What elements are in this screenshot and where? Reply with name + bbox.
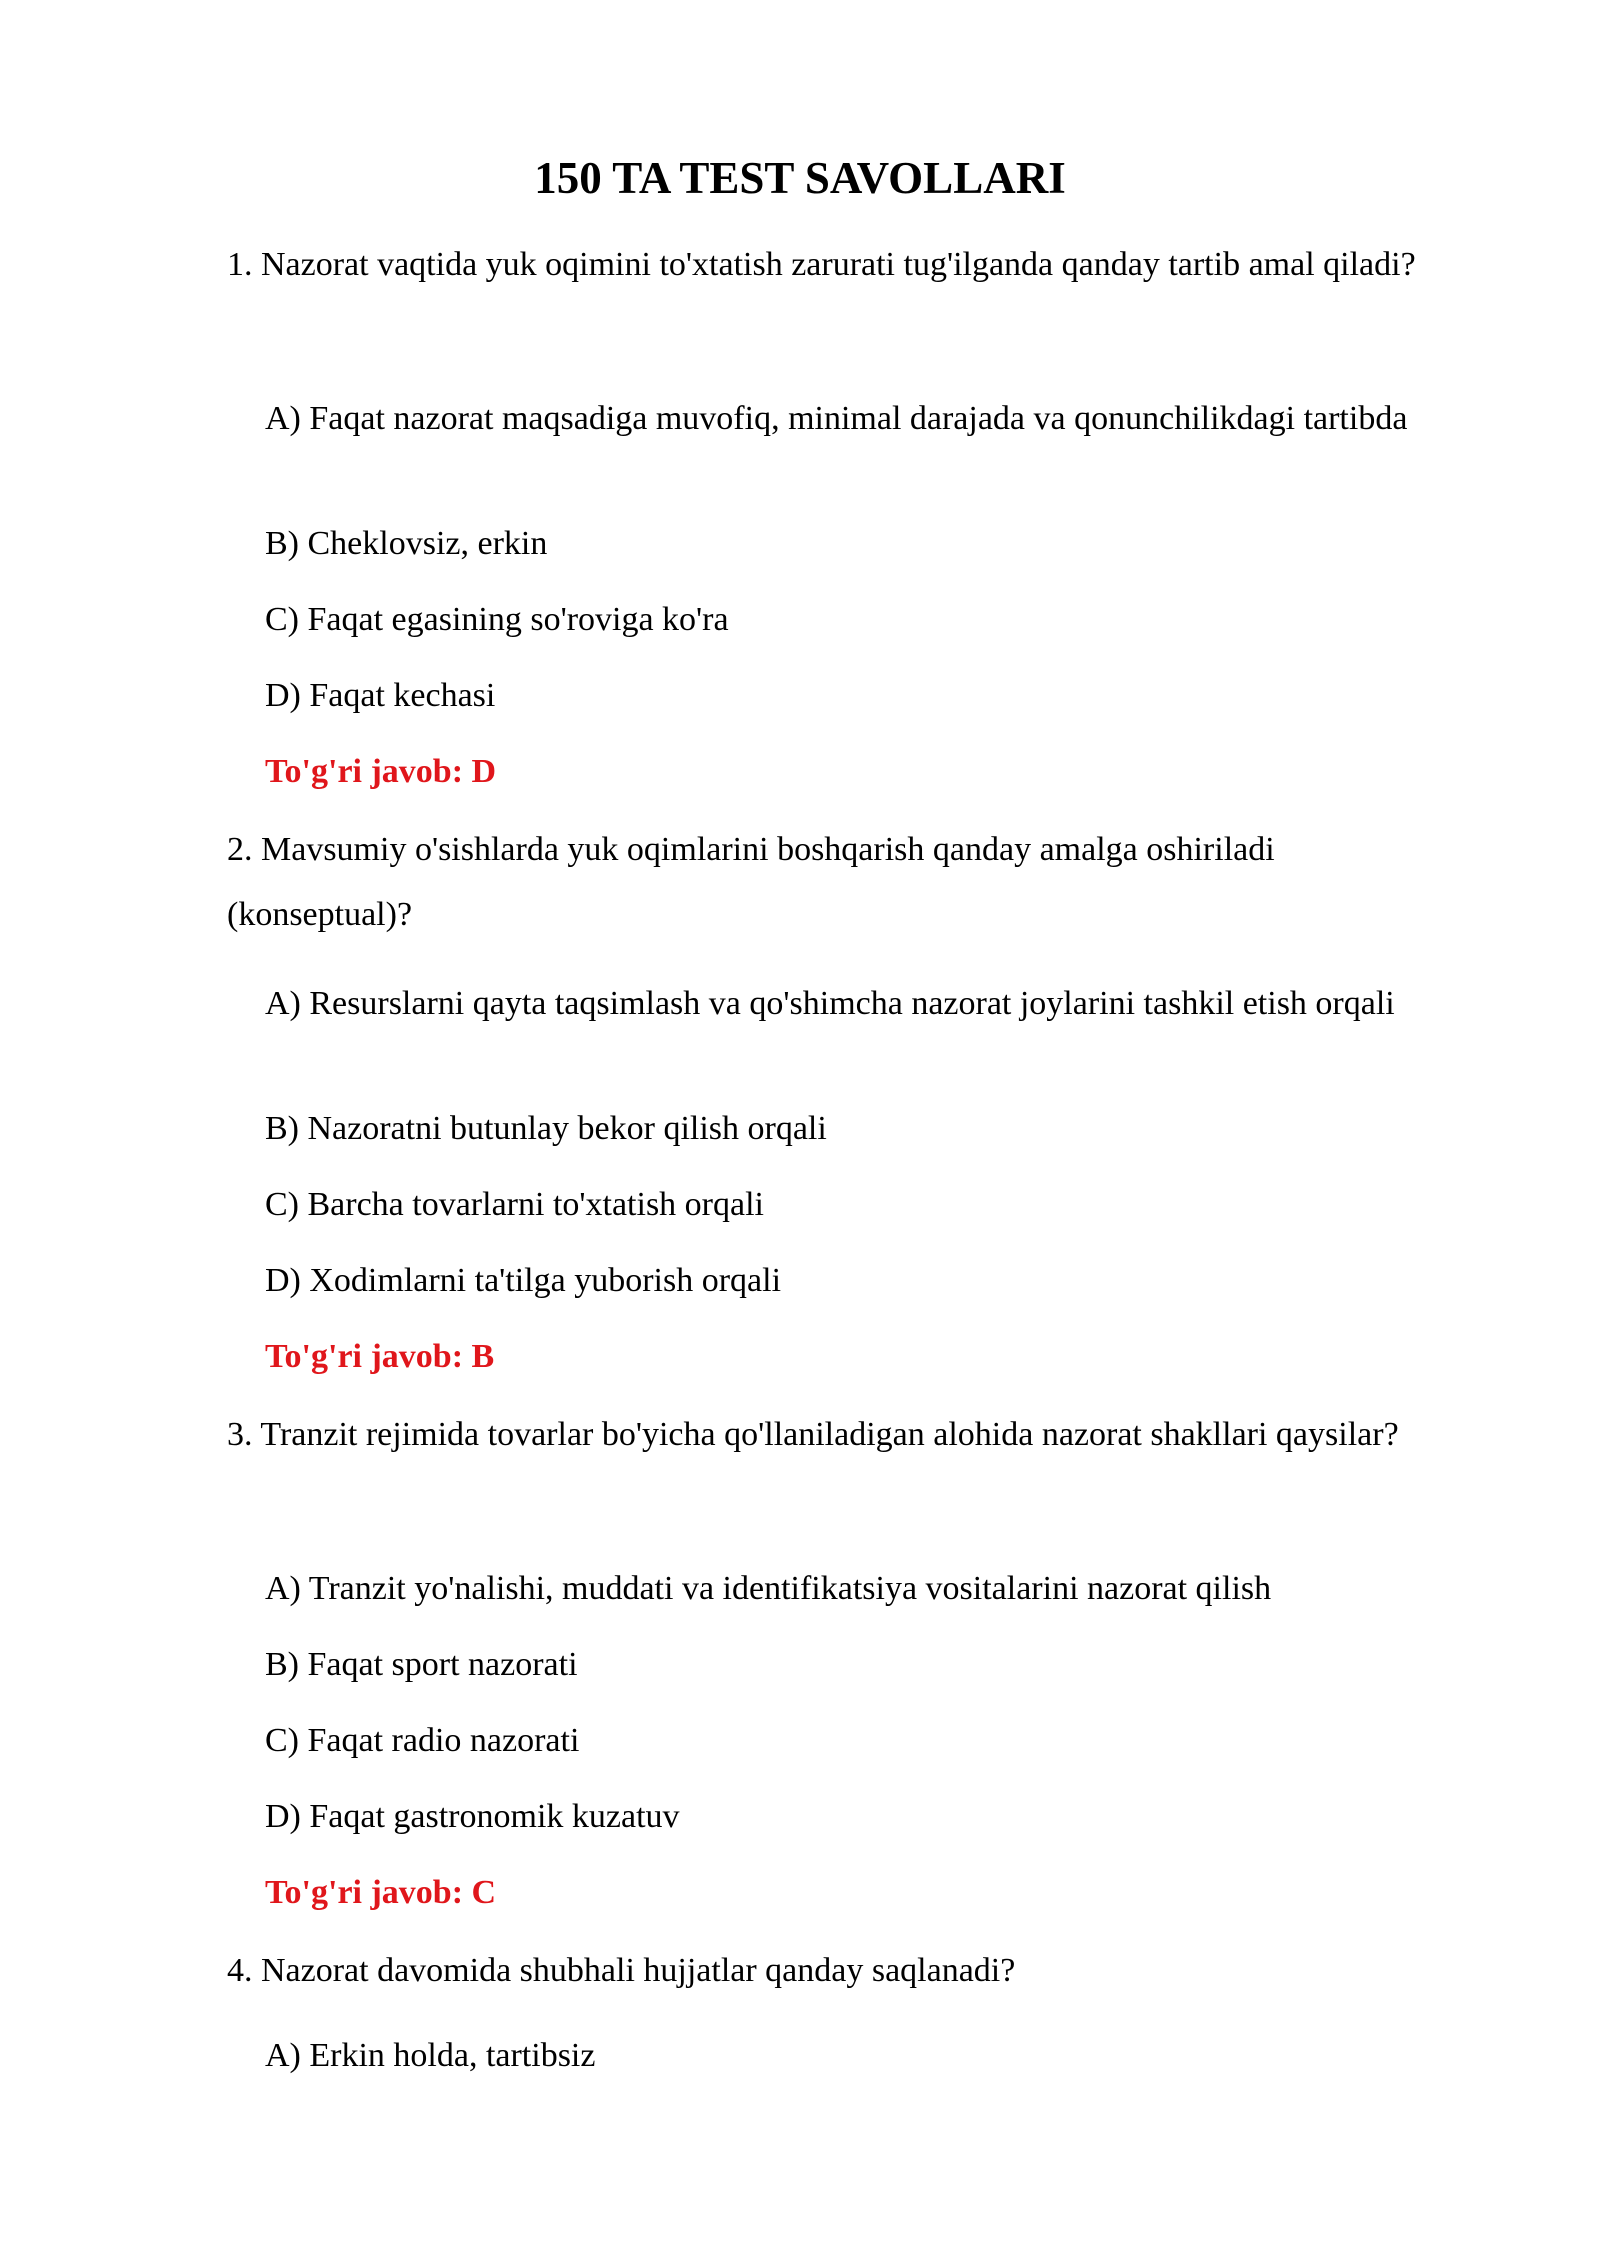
document-title: 150 TA TEST SAVOLLARI: [534, 153, 1066, 203]
question-3-option-c: C) Faqat radio nazorati: [265, 1722, 580, 1759]
question-3-option-b: B) Faqat sport nazorati: [265, 1646, 578, 1683]
question-2-option-b: B) Nazoratni butunlay bekor qilish orqali: [265, 1110, 827, 1147]
question-2-option-d: D) Xodimlarni ta'tilga yuborish orqali: [265, 1262, 782, 1299]
question-1-answer: To'g'ri javob: D: [265, 753, 497, 790]
question-2-answer: To'g'ri javob: B: [265, 1338, 495, 1375]
question-3-answer: To'g'ri javob: C: [265, 1874, 497, 1911]
question-3-text: 3. Tranzit rejimida tovarlar bo'yicha qo'llaniladigan alohida nazorat shakllari qaysilar?: [227, 1416, 1399, 1453]
question-1-text: 1. Nazorat vaqtida yuk oqimini to'xtatish zarurati tug'ilganda qanday tartib amal qiladi?: [227, 246, 1416, 283]
question-4-option-a: A) Erkin holda, tartibsiz: [265, 2037, 596, 2074]
question-2-option-c: C) Barcha tovarlarni to'xtatish orqali: [265, 1186, 764, 1223]
question-2-text: 2. Mavsumiy o'sishlarda yuk oqimlarini boshqarish qanday amalga oshiriladi (konseptual)?: [227, 831, 1275, 933]
question-1-option-c: C) Faqat egasining so'roviga ko'ra: [265, 601, 729, 638]
question-3-option-a: A) Tranzit yo'nalishi, muddati va identifikatsiya vositalarini nazorat qilish: [265, 1570, 1272, 1607]
question-3-option-d: D) Faqat gastronomik kuzatuv: [265, 1798, 680, 1835]
question-1-option-a: A) Faqat nazorat maqsadiga muvofiq, minimal darajada va qonunchilikdagi tartibda: [265, 400, 1408, 437]
question-1-option-d: D) Faqat kechasi: [265, 677, 496, 714]
question-1-option-b: B) Cheklovsiz, erkin: [265, 525, 548, 562]
question-4-text: 4. Nazorat davomida shubhali hujjatlar qanday saqlanadi?: [227, 1952, 1016, 1989]
question-2-option-a: A) Resurslarni qayta taqsimlash va qo'shimcha nazorat joylarini tashkil etish orqali: [265, 985, 1395, 1022]
